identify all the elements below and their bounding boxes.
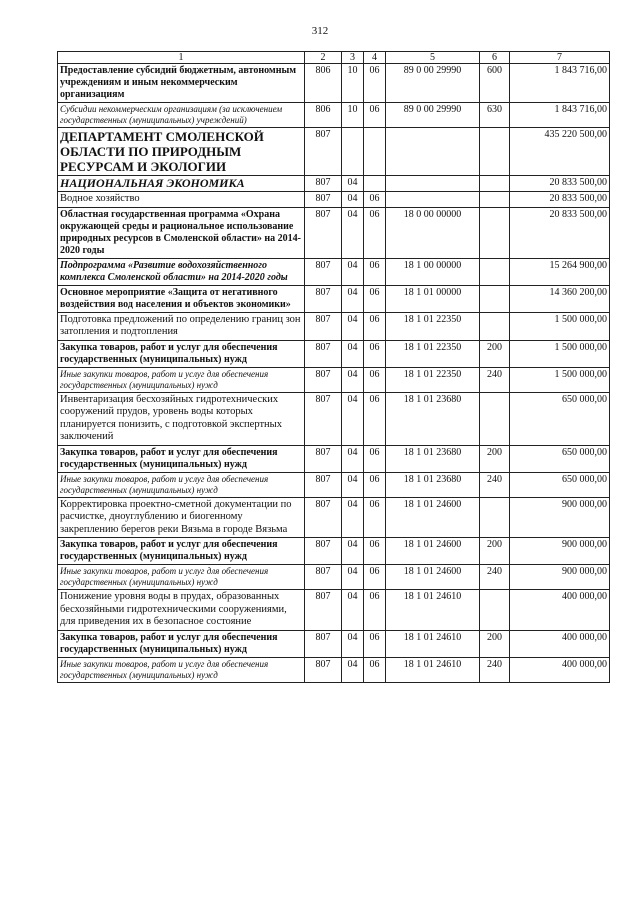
- subsection-code-cell: 06: [364, 64, 386, 103]
- amount-cell: 14 360 200,00: [510, 285, 610, 312]
- target-article-cell: 18 1 01 24600: [386, 565, 480, 590]
- subsection-code-cell: 06: [364, 497, 386, 538]
- section-code-cell: 10: [342, 103, 364, 128]
- subsection-code-cell: [364, 176, 386, 192]
- admin-code-cell: 807: [305, 657, 342, 682]
- target-article-cell: 18 0 00 00000: [386, 207, 480, 258]
- admin-code-cell: 807: [305, 128, 342, 176]
- row-name-cell: Закупка товаров, работ и услуг для обеспечения государственных (муниципальных) нужд: [58, 538, 305, 565]
- row-name-cell: Иные закупки товаров, работ и услуг для обеспечения государственных (муниципальных) нужд: [58, 565, 305, 590]
- amount-cell: 15 264 900,00: [510, 258, 610, 285]
- row-name-cell: Корректировка проектно-сметной документации по расчистке, дноуглублению и биогенному закреплению берегов реки Вязьма в городе Вязьма: [58, 497, 305, 538]
- column-header: 6: [480, 52, 510, 64]
- subsection-code-cell: 06: [364, 367, 386, 392]
- row-name-cell: Закупка товаров, работ и услуг для обеспечения государственных (муниципальных) нужд: [58, 445, 305, 472]
- admin-code-cell: 807: [305, 285, 342, 312]
- target-article-cell: 18 1 01 00000: [386, 285, 480, 312]
- amount-cell: 1 843 716,00: [510, 64, 610, 103]
- row-name-cell: Иные закупки товаров, работ и услуг для обеспечения государственных (муниципальных) нужд: [58, 657, 305, 682]
- section-code-cell: 04: [342, 285, 364, 312]
- column-header: 5: [386, 52, 480, 64]
- section-code-cell: 04: [342, 445, 364, 472]
- target-article-cell: 18 1 01 24600: [386, 497, 480, 538]
- target-article-cell: 89 0 00 29990: [386, 103, 480, 128]
- target-article-cell: [386, 128, 480, 176]
- expense-type-cell: [480, 590, 510, 631]
- expense-type-cell: 240: [480, 367, 510, 392]
- row-name-cell: Водное хозяйство: [58, 192, 305, 208]
- column-header: 2: [305, 52, 342, 64]
- expense-type-cell: [480, 258, 510, 285]
- target-article-cell: 18 1 01 23680: [386, 472, 480, 497]
- expense-type-cell: 200: [480, 538, 510, 565]
- subsection-code-cell: 06: [364, 192, 386, 208]
- row-name-cell: Основное мероприятие «Защита от негативного воздействия вод населения и объектов экономики»: [58, 285, 305, 312]
- amount-cell: 1 843 716,00: [510, 103, 610, 128]
- expense-type-cell: [480, 392, 510, 445]
- table-row: [58, 64, 610, 103]
- admin-code-cell: 807: [305, 258, 342, 285]
- section-code-cell: 04: [342, 258, 364, 285]
- subsection-code-cell: 06: [364, 207, 386, 258]
- subsection-code-cell: 06: [364, 285, 386, 312]
- admin-code-cell: 806: [305, 103, 342, 128]
- row-name-cell: Областная государственная программа «Охрана окружающей среды и рациональное использование природных ресурсов в Смоленской области» на 2014-2020 годы: [58, 207, 305, 258]
- admin-code-cell: 806: [305, 64, 342, 103]
- expense-type-cell: [480, 312, 510, 340]
- budget-table: [57, 51, 610, 683]
- admin-code-cell: 807: [305, 630, 342, 657]
- expense-type-cell: 200: [480, 340, 510, 367]
- target-article-cell: 18 1 01 22350: [386, 367, 480, 392]
- section-code-cell: 04: [342, 207, 364, 258]
- admin-code-cell: 807: [305, 176, 342, 192]
- table-row: [58, 258, 610, 285]
- target-article-cell: [386, 176, 480, 192]
- subsection-code-cell: 06: [364, 445, 386, 472]
- expense-type-cell: [480, 128, 510, 176]
- table-row: [58, 192, 610, 208]
- amount-cell: 650 000,00: [510, 472, 610, 497]
- subsection-code-cell: 06: [364, 630, 386, 657]
- table-row: [58, 538, 610, 565]
- amount-cell: 1 500 000,00: [510, 340, 610, 367]
- section-code-cell: 04: [342, 657, 364, 682]
- amount-cell: 650 000,00: [510, 392, 610, 445]
- subsection-code-cell: 06: [364, 340, 386, 367]
- admin-code-cell: 807: [305, 497, 342, 538]
- table-row: [58, 657, 610, 682]
- section-code-cell: 10: [342, 64, 364, 103]
- expense-type-cell: 240: [480, 657, 510, 682]
- row-name-cell: Иные закупки товаров, работ и услуг для обеспечения государственных (муниципальных) нужд: [58, 367, 305, 392]
- target-article-cell: 18 1 01 24610: [386, 630, 480, 657]
- column-header: 7: [510, 52, 610, 64]
- expense-type-cell: 240: [480, 472, 510, 497]
- target-article-cell: 18 1 01 23680: [386, 445, 480, 472]
- column-header: 3: [342, 52, 364, 64]
- section-code-cell: 04: [342, 392, 364, 445]
- target-article-cell: 18 1 01 23680: [386, 392, 480, 445]
- section-code-cell: 04: [342, 312, 364, 340]
- table-row: [58, 472, 610, 497]
- subsection-code-cell: 06: [364, 312, 386, 340]
- table-row: [58, 630, 610, 657]
- table-header-row: [58, 52, 610, 64]
- table-row: [58, 565, 610, 590]
- section-code-cell: 04: [342, 176, 364, 192]
- table-row: [58, 367, 610, 392]
- subsection-code-cell: 06: [364, 392, 386, 445]
- section-code-cell: 04: [342, 565, 364, 590]
- row-name-cell: Подготовка предложений по определению границ зон затопления и подтопления: [58, 312, 305, 340]
- admin-code-cell: 807: [305, 312, 342, 340]
- target-article-cell: 18 1 01 24610: [386, 657, 480, 682]
- section-code-cell: 04: [342, 472, 364, 497]
- target-article-cell: 18 1 01 22350: [386, 312, 480, 340]
- section-code-cell: 04: [342, 538, 364, 565]
- subsection-code-cell: [364, 128, 386, 176]
- row-name-cell: Подпрограмма «Развитие водохозяйственного комплекса Смоленской области» на 2014-2020 годы: [58, 258, 305, 285]
- amount-cell: 20 833 500,00: [510, 192, 610, 208]
- expense-type-cell: 200: [480, 445, 510, 472]
- row-name-cell: Иные закупки товаров, работ и услуг для обеспечения государственных (муниципальных) нужд: [58, 472, 305, 497]
- subsection-code-cell: 06: [364, 590, 386, 631]
- target-article-cell: 18 1 00 00000: [386, 258, 480, 285]
- section-code-cell: [342, 128, 364, 176]
- expense-type-cell: 200: [480, 630, 510, 657]
- subsection-code-cell: 06: [364, 472, 386, 497]
- table-row: [58, 445, 610, 472]
- admin-code-cell: 807: [305, 340, 342, 367]
- table-row: [58, 340, 610, 367]
- admin-code-cell: 807: [305, 367, 342, 392]
- expense-type-cell: 630: [480, 103, 510, 128]
- amount-cell: 900 000,00: [510, 497, 610, 538]
- admin-code-cell: 807: [305, 192, 342, 208]
- subsection-code-cell: 06: [364, 538, 386, 565]
- section-code-cell: 04: [342, 340, 364, 367]
- amount-cell: 1 500 000,00: [510, 312, 610, 340]
- column-header: 4: [364, 52, 386, 64]
- admin-code-cell: 807: [305, 472, 342, 497]
- table-row: [58, 312, 610, 340]
- amount-cell: 1 500 000,00: [510, 367, 610, 392]
- table-row: [58, 392, 610, 445]
- admin-code-cell: 807: [305, 565, 342, 590]
- amount-cell: 900 000,00: [510, 565, 610, 590]
- amount-cell: 435 220 500,00: [510, 128, 610, 176]
- table-row: [58, 590, 610, 631]
- expense-type-cell: [480, 207, 510, 258]
- subsection-code-cell: 06: [364, 258, 386, 285]
- section-code-cell: 04: [342, 630, 364, 657]
- row-name-cell: Закупка товаров, работ и услуг для обеспечения государственных (муниципальных) нужд: [58, 340, 305, 367]
- amount-cell: 400 000,00: [510, 657, 610, 682]
- amount-cell: 400 000,00: [510, 590, 610, 631]
- subsection-code-cell: 06: [364, 657, 386, 682]
- row-name-cell: ДЕПАРТАМЕНТ СМОЛЕНСКОЙ ОБЛАСТИ ПО ПРИРОДНЫМ РЕСУРСАМ И ЭКОЛОГИИ: [58, 128, 305, 176]
- admin-code-cell: 807: [305, 445, 342, 472]
- column-header: 1: [58, 52, 305, 64]
- table-row: [58, 103, 610, 128]
- section-code-cell: 04: [342, 497, 364, 538]
- table-row: [58, 497, 610, 538]
- amount-cell: 400 000,00: [510, 630, 610, 657]
- table-row: [58, 207, 610, 258]
- admin-code-cell: 807: [305, 590, 342, 631]
- section-code-cell: 04: [342, 590, 364, 631]
- row-name-cell: НАЦИОНАЛЬНАЯ ЭКОНОМИКА: [58, 176, 305, 192]
- subsection-code-cell: 06: [364, 565, 386, 590]
- row-name-cell: Предоставление субсидий бюджетным, автономным учреждениям и иным некоммерческим организациям: [58, 64, 305, 103]
- expense-type-cell: 600: [480, 64, 510, 103]
- row-name-cell: Субсидии некоммерческим организациям (за исключением государственных (муниципальных) учреждений): [58, 103, 305, 128]
- target-article-cell: 18 1 01 24600: [386, 538, 480, 565]
- subsection-code-cell: 06: [364, 103, 386, 128]
- admin-code-cell: 807: [305, 392, 342, 445]
- expense-type-cell: 240: [480, 565, 510, 590]
- page-number: 312: [311, 25, 329, 37]
- admin-code-cell: 807: [305, 207, 342, 258]
- target-article-cell: 18 1 01 24610: [386, 590, 480, 631]
- row-name-cell: Закупка товаров, работ и услуг для обеспечения государственных (муниципальных) нужд: [58, 630, 305, 657]
- amount-cell: 20 833 500,00: [510, 207, 610, 258]
- amount-cell: 650 000,00: [510, 445, 610, 472]
- table-row: [58, 128, 610, 176]
- expense-type-cell: [480, 192, 510, 208]
- table-row: [58, 176, 610, 192]
- section-code-cell: 04: [342, 367, 364, 392]
- expense-type-cell: [480, 497, 510, 538]
- amount-cell: 900 000,00: [510, 538, 610, 565]
- target-article-cell: 89 0 00 29990: [386, 64, 480, 103]
- amount-cell: 20 833 500,00: [510, 176, 610, 192]
- admin-code-cell: 807: [305, 538, 342, 565]
- table-row: [58, 285, 610, 312]
- row-name-cell: Понижение уровня воды в прудах, образованных бесхозяйными гидротехническими сооружениями, для приведения их в безопасное состояние: [58, 590, 305, 631]
- expense-type-cell: [480, 176, 510, 192]
- expense-type-cell: [480, 285, 510, 312]
- target-article-cell: 18 1 01 22350: [386, 340, 480, 367]
- section-code-cell: 04: [342, 192, 364, 208]
- target-article-cell: [386, 192, 480, 208]
- row-name-cell: Инвентаризация бесхозяйных гидротехнических сооружений прудов, уровень воды которых планируется понизить, с подготовкой экспертных заключений: [58, 392, 305, 445]
